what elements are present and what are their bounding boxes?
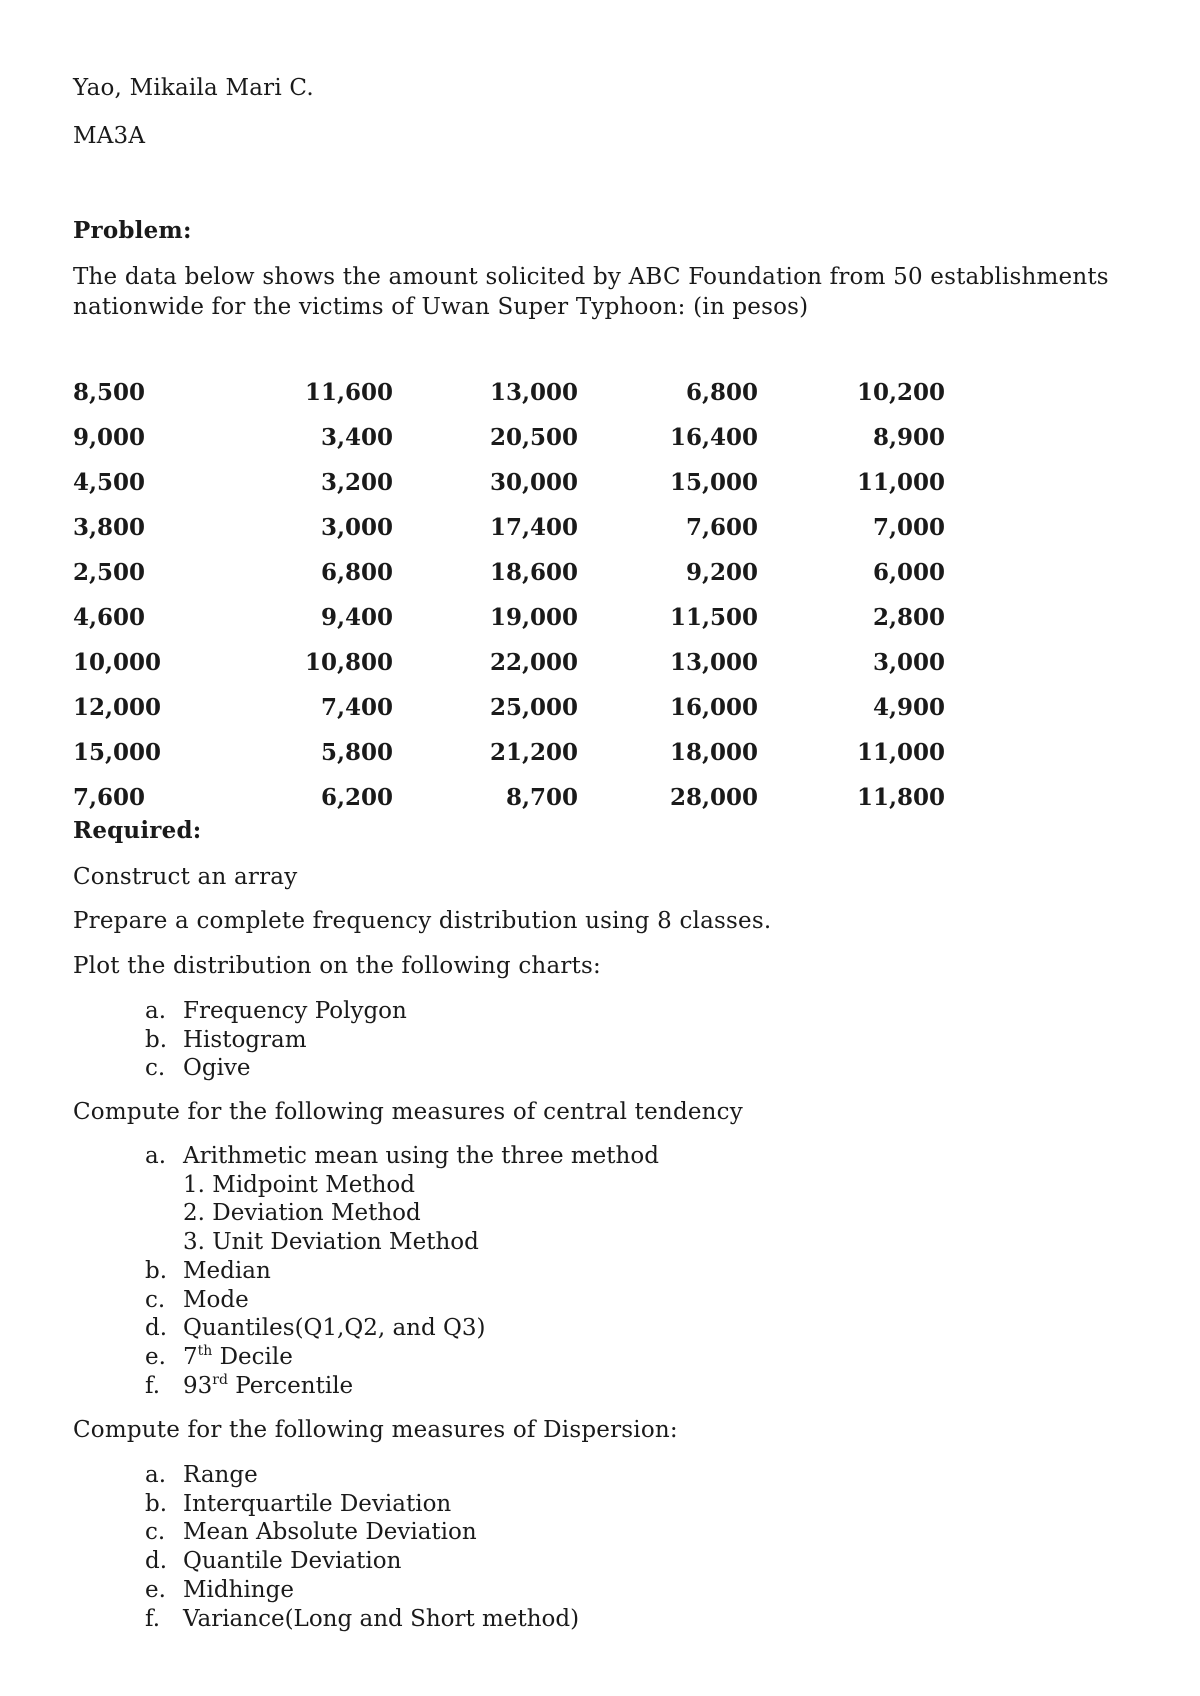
- list-item-text: Decile: [212, 1343, 293, 1370]
- data-cell: 3,800: [73, 514, 146, 541]
- data-cell: 5,800: [320, 739, 393, 766]
- list-item: [145, 1490, 579, 1519]
- data-cell: 3,000: [872, 649, 945, 676]
- list-item: [183, 1171, 659, 1200]
- problem-heading: Problem:: [73, 217, 192, 244]
- data-cell: 7,600: [685, 514, 758, 541]
- list-item: [183, 1199, 659, 1228]
- data-cell: 9,000: [73, 424, 146, 451]
- required-item-frequency: Prepare a complete frequency distribution using 8 classes.: [73, 908, 772, 934]
- data-cell: 16,000: [669, 694, 758, 721]
- list-marker: 2.: [183, 1200, 205, 1227]
- list-marker: b.: [145, 1257, 168, 1284]
- central-tendency-list: [145, 1142, 659, 1400]
- data-cell: 11,500: [669, 604, 758, 631]
- list-marker: a.: [145, 1462, 167, 1488]
- list-item-text: Midhinge: [183, 1576, 294, 1603]
- data-cell: 9,200: [685, 559, 758, 586]
- data-cell: 13,000: [669, 649, 758, 676]
- data-row: [73, 469, 945, 514]
- problem-text-line-1: The data below shows the amount solicited by ABC Foundation from 50 establishments: [73, 264, 1109, 290]
- data-row: [73, 379, 945, 424]
- data-cell: 11,000: [856, 469, 945, 496]
- list-item-text: Interquartile Deviation: [183, 1490, 452, 1517]
- data-cell: 10,800: [304, 649, 393, 676]
- data-cell: 18,600: [489, 559, 578, 586]
- list-marker: e.: [145, 1343, 166, 1370]
- data-cell: 2,800: [872, 604, 945, 631]
- data-cell: 18,000: [669, 739, 758, 766]
- data-cell: 6,200: [320, 784, 393, 811]
- list-item: [145, 1026, 407, 1055]
- list-item: [145, 1343, 659, 1372]
- data-cell: 28,000: [669, 784, 758, 811]
- list-item-text: Range: [183, 1462, 258, 1488]
- percentile-number: 93: [183, 1372, 213, 1399]
- donation-data-grid: [73, 379, 945, 829]
- list-item-text: Variance(Long and Short method): [183, 1605, 580, 1632]
- data-cell: 3,200: [320, 469, 393, 496]
- section-label: MA3A: [73, 123, 146, 149]
- data-cell: 11,800: [856, 784, 945, 811]
- list-item: [145, 1461, 579, 1490]
- list-item-text: Quantiles(Q1,Q2, and Q3): [183, 1315, 486, 1342]
- list-marker: d.: [145, 1548, 168, 1575]
- data-cell: 30,000: [489, 469, 578, 496]
- data-cell: 3,000: [320, 514, 393, 541]
- data-cell: 9,400: [320, 604, 393, 631]
- list-marker: e.: [145, 1576, 166, 1603]
- data-cell: 11,600: [304, 379, 393, 406]
- data-cell: 10,200: [856, 379, 945, 406]
- data-cell: 4,900: [872, 694, 945, 721]
- data-row: [73, 514, 945, 559]
- list-item-text: Frequency Polygon: [183, 998, 407, 1024]
- required-item-array: Construct an array: [73, 864, 298, 890]
- data-cell: 19,000: [489, 604, 578, 631]
- data-cell: 25,000: [489, 694, 578, 721]
- data-row: [73, 559, 945, 604]
- list-item: [145, 1286, 659, 1315]
- list-item-text: Midpoint Method: [212, 1171, 415, 1198]
- student-name: Yao, Mikaila Mari C.: [73, 75, 314, 101]
- list-item-text: Unit Deviation Method: [212, 1229, 479, 1256]
- required-item-dispersion: Compute for the following measures of Dispersion:: [73, 1417, 678, 1443]
- list-item-text: Mode: [183, 1286, 249, 1313]
- chart-list: [145, 997, 407, 1083]
- data-cell: 4,500: [73, 469, 146, 496]
- list-marker: c.: [145, 1055, 166, 1082]
- list-item: [145, 1605, 579, 1634]
- list-marker: c.: [145, 1519, 166, 1546]
- data-cell: 13,000: [489, 379, 578, 406]
- list-item: [145, 1257, 659, 1286]
- list-marker: f.: [145, 1372, 161, 1399]
- data-cell: 15,000: [73, 739, 162, 766]
- data-cell: 8,700: [505, 784, 578, 811]
- list-item-text: Median: [183, 1257, 271, 1284]
- list-marker: a.: [145, 998, 167, 1024]
- data-row: [73, 739, 945, 784]
- list-item-text: Arithmetic mean using the three method: [183, 1143, 659, 1169]
- list-marker: b.: [145, 1026, 168, 1053]
- data-cell: 20,500: [489, 424, 578, 451]
- list-marker: c.: [145, 1286, 166, 1313]
- data-cell: 8,900: [872, 424, 945, 451]
- data-row: [73, 424, 945, 469]
- required-item-central: Compute for the following measures of central tendency: [73, 1099, 743, 1125]
- required-item-charts: Plot the distribution on the following charts:: [73, 953, 601, 979]
- list-item: [183, 1228, 659, 1257]
- list-item-text: Ogive: [183, 1055, 251, 1082]
- data-cell: 8,500: [73, 379, 146, 406]
- data-cell: 3,400: [320, 424, 393, 451]
- data-cell: 6,800: [685, 379, 758, 406]
- data-cell: 21,200: [489, 739, 578, 766]
- list-item: [145, 1372, 659, 1401]
- data-cell: 2,500: [73, 559, 146, 586]
- ordinal-suffix: rd: [212, 1371, 228, 1388]
- list-item-text: Histogram: [183, 1026, 307, 1053]
- list-item: [145, 1054, 407, 1083]
- list-item: [145, 1576, 579, 1605]
- list-item: [145, 1314, 659, 1343]
- list-item: [145, 1547, 579, 1576]
- data-row: [73, 649, 945, 694]
- decile-number: 7: [183, 1343, 198, 1370]
- data-cell: 7,000: [872, 514, 945, 541]
- data-cell: 7,600: [73, 784, 146, 811]
- data-row: [73, 604, 945, 649]
- list-marker: b.: [145, 1490, 168, 1517]
- mean-method-list: [183, 1171, 659, 1257]
- data-cell: 4,600: [73, 604, 146, 631]
- required-heading: Required:: [73, 817, 202, 844]
- dispersion-list: [145, 1461, 579, 1633]
- list-marker: f.: [145, 1605, 161, 1632]
- list-marker: a.: [145, 1143, 167, 1169]
- list-item: [145, 997, 407, 1026]
- list-item: [145, 1518, 579, 1547]
- data-cell: 22,000: [489, 649, 578, 676]
- list-marker: 1.: [183, 1171, 205, 1198]
- data-cell: 6,000: [872, 559, 945, 586]
- list-item-text: Percentile: [227, 1372, 354, 1399]
- data-cell: 10,000: [73, 649, 162, 676]
- problem-text-line-2: nationwide for the victims of Uwan Super Typhoon: (in pesos): [73, 294, 809, 320]
- data-cell: 15,000: [669, 469, 758, 496]
- data-cell: 7,400: [320, 694, 393, 721]
- data-cell: 11,000: [856, 739, 945, 766]
- list-item-text: Quantile Deviation: [183, 1548, 402, 1575]
- list-item-text: Deviation Method: [212, 1200, 421, 1227]
- list-marker: 3.: [183, 1229, 205, 1256]
- list-marker: d.: [145, 1315, 168, 1342]
- list-item-text: Mean Absolute Deviation: [183, 1519, 477, 1546]
- data-row: [73, 694, 945, 739]
- ordinal-suffix: th: [197, 1342, 213, 1359]
- list-item: [145, 1142, 659, 1257]
- data-cell: 6,800: [320, 559, 393, 586]
- data-cell: 17,400: [489, 514, 578, 541]
- data-cell: 12,000: [73, 694, 162, 721]
- data-cell: 16,400: [669, 424, 758, 451]
